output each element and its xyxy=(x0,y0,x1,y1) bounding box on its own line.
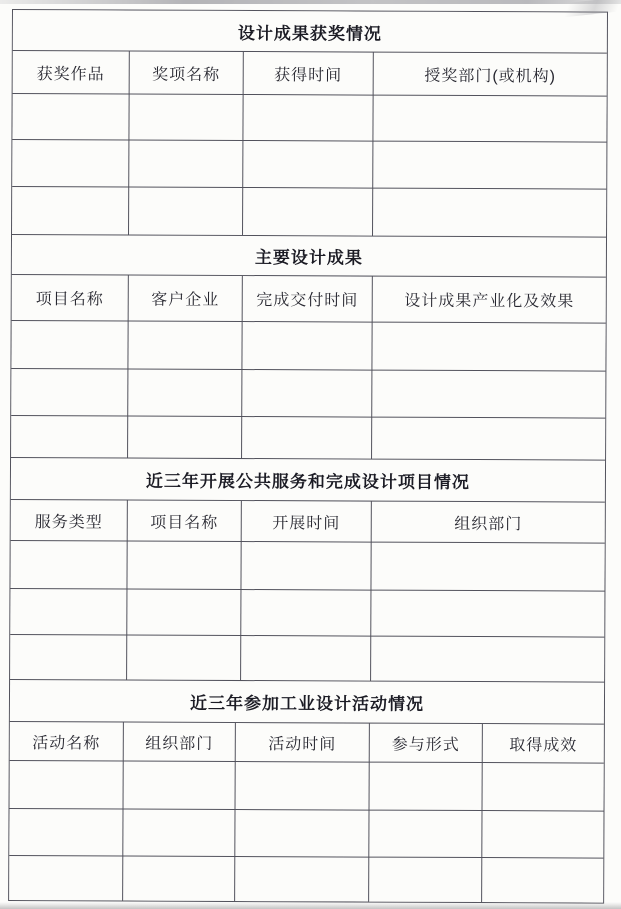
header-participation-form: 参与形式 xyxy=(370,724,482,762)
empty-cell xyxy=(129,95,242,140)
empty-cell xyxy=(128,322,241,369)
empty-cell xyxy=(243,95,372,141)
empty-cell xyxy=(12,140,128,187)
header-organizing-department: 组织部门 xyxy=(124,722,235,760)
empty-cell xyxy=(242,417,371,459)
empty-cell xyxy=(372,323,605,371)
empty-cell xyxy=(235,810,368,857)
empty-cell xyxy=(371,543,604,591)
header-industrialization-effect: 设计成果产业化及效果 xyxy=(373,277,606,323)
empty-cell xyxy=(9,856,122,900)
empty-cell xyxy=(243,141,372,188)
scan-artifact-top xyxy=(0,0,621,4)
empty-cell xyxy=(127,542,240,589)
scan-artifact-bottom xyxy=(0,902,621,909)
empty-cell xyxy=(129,188,242,235)
empty-cell xyxy=(373,96,606,142)
empty-cell xyxy=(127,636,240,680)
empty-cell xyxy=(235,857,368,902)
empty-cell xyxy=(9,809,122,855)
section-title: 近三年开展公共服务和完成设计项目情况 xyxy=(11,458,605,502)
empty-cell xyxy=(482,858,603,903)
header-project-name: 项目名称 xyxy=(12,275,128,321)
header-activity-name: 活动名称 xyxy=(10,722,123,760)
application-form-table xyxy=(8,9,608,904)
header-awarded-work: 获奖作品 xyxy=(13,51,129,94)
section-public-services xyxy=(10,457,605,682)
empty-cell xyxy=(242,370,371,417)
empty-cell xyxy=(371,591,604,637)
empty-cell xyxy=(10,761,123,808)
empty-cell xyxy=(373,142,606,189)
header-service-type: 服务类型 xyxy=(11,500,127,541)
header-activity-time: 活动时间 xyxy=(236,723,369,762)
empty-cell xyxy=(12,94,128,140)
section-title: 主要设计成果 xyxy=(12,235,606,277)
empty-cell xyxy=(10,589,126,635)
empty-cell xyxy=(241,636,370,681)
empty-cell xyxy=(12,187,128,235)
empty-cell xyxy=(11,416,127,458)
header-project-name: 项目名称 xyxy=(128,501,241,541)
section-design-awards xyxy=(12,10,607,237)
empty-cell xyxy=(242,322,371,370)
empty-cell xyxy=(369,811,481,857)
empty-cell xyxy=(483,763,604,811)
section-title: 近三年参加工业设计活动情况 xyxy=(10,680,604,724)
header-award-time: 获得时间 xyxy=(244,52,373,95)
section-main-achievements xyxy=(11,234,606,460)
empty-cell xyxy=(372,371,605,418)
empty-cell xyxy=(371,637,604,682)
empty-cell xyxy=(482,811,603,858)
empty-cell xyxy=(373,189,606,237)
empty-cell xyxy=(123,856,234,900)
header-organizing-department: 组织部门 xyxy=(372,502,605,543)
empty-cell xyxy=(128,370,241,416)
section-title: 设计成果获奖情况 xyxy=(13,10,607,53)
empty-cell xyxy=(243,188,372,236)
header-awarding-body: 授奖部门(或机构) xyxy=(374,53,607,96)
empty-cell xyxy=(10,635,126,680)
header-award-name: 奖项名称 xyxy=(130,52,243,94)
empty-cell xyxy=(241,542,370,590)
header-launch-time: 开展时间 xyxy=(242,501,371,542)
header-delivery-time: 完成交付时间 xyxy=(243,276,372,322)
empty-cell xyxy=(11,369,127,416)
section-design-activities xyxy=(9,679,604,903)
empty-cell xyxy=(124,761,235,808)
header-achieved-results: 取得成效 xyxy=(483,724,604,763)
empty-cell xyxy=(123,809,234,855)
empty-cell xyxy=(127,590,240,635)
empty-cell xyxy=(11,321,127,369)
empty-cell xyxy=(241,590,370,636)
empty-cell xyxy=(370,763,482,810)
empty-cell xyxy=(372,418,605,460)
empty-cell xyxy=(369,858,481,902)
empty-cell xyxy=(128,417,241,458)
empty-cell xyxy=(10,541,126,589)
header-client-enterprise: 客户企业 xyxy=(129,276,242,321)
empty-cell xyxy=(236,762,369,810)
empty-cell xyxy=(129,141,242,187)
